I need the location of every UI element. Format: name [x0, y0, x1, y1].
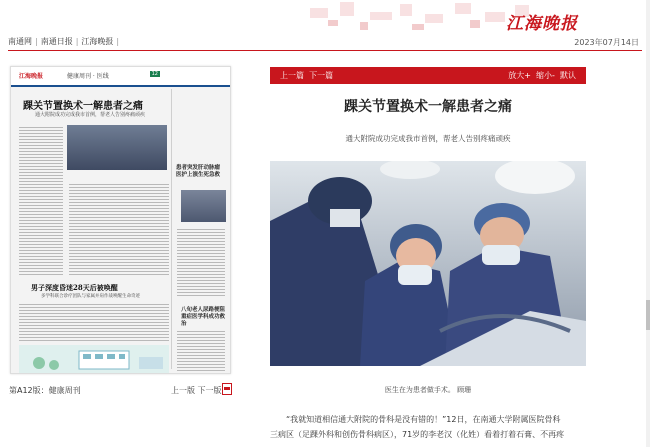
next-page-link[interactable]: 下一版: [197, 386, 222, 395]
newspaper-page-thumbnail[interactable]: [10, 66, 231, 374]
article-subtitle: 通大附院成功完成我市首例，帮老人告别疼痛顽疾: [345, 134, 511, 143]
paper-subhead: 通大附院成功完成我市首例，帮老人告别疼痛顽疾: [35, 112, 146, 118]
page-label: 第A12版：健康周刊: [9, 386, 81, 395]
paper-text-column: [177, 329, 225, 374]
nav-link-nantong-daily[interactable]: 南通日报: [40, 37, 73, 46]
paper-text-column: [177, 227, 225, 297]
nav-link-jianghai-evening[interactable]: 江海晚报: [81, 37, 114, 46]
paper-illustration: [19, 345, 169, 373]
paper-side-headline[interactable]: 患者突发肝动脉瘤 医护上演生死急救: [176, 165, 221, 178]
paper-side-headline-2[interactable]: 八旬老人尿路梗阻 重症医学科成功救治: [181, 307, 226, 327]
page-nav: [171, 385, 222, 396]
paper-logo: 江海晚报: [19, 73, 44, 80]
zoom-in-button[interactable]: 放大+: [508, 71, 531, 80]
article-toolbar: [270, 67, 586, 84]
paper-text-column: [19, 302, 169, 342]
article-photo: [270, 161, 586, 366]
prev-article-link[interactable]: 上一篇: [280, 71, 304, 80]
pdf-download-icon[interactable]: [222, 383, 232, 395]
prev-page-link[interactable]: 上一版: [171, 386, 195, 395]
top-nav: 南通网 | 南通日报 | 江海晚报 |: [8, 37, 120, 46]
article-body-line: 三病区（足踝外科和创伤骨科病区），71岁的李老汉（化姓）看着打着石膏、不再疼: [270, 430, 565, 439]
photo-caption: 医生在为患者做手术。 顾珊: [384, 386, 472, 394]
top-banner: [0, 0, 650, 36]
article-body-line: “我就知道相信通大附院的骨科是没有错的！”12日，在南通大学附属医院骨科: [286, 415, 561, 424]
paper-divider: [171, 89, 172, 369]
paper-page-number: 12: [151, 71, 158, 77]
paper-second-headline[interactable]: 男子深度昏迷28天后被唤醒: [31, 283, 118, 292]
zoom-out-button[interactable]: 缩小-: [536, 71, 555, 80]
reset-zoom-button[interactable]: 默认: [560, 71, 576, 80]
nav-link-nantong-net[interactable]: 南通网: [8, 37, 32, 46]
paper-section: 健康周刊 · 医线: [67, 73, 109, 80]
masthead-logo[interactable]: 江海晚报: [506, 14, 578, 34]
scrollbar-thumb[interactable]: [646, 300, 650, 330]
paper-text-column: [19, 125, 63, 275]
scrollbar-track[interactable]: [646, 0, 650, 447]
next-article-link[interactable]: 下一篇: [309, 71, 334, 80]
paper-second-subhead: 多学科联合诊疗团队与家属并肩作战唤醒生命奇迹: [41, 294, 140, 299]
issue-date: 2023年07月14日: [574, 38, 639, 47]
paper-photo: [67, 125, 167, 170]
paper-side-photo: [181, 190, 226, 222]
paper-text-column: [69, 182, 169, 277]
paper-header: [11, 67, 230, 87]
article-title: 踝关节置换术一解患者之痛: [344, 99, 512, 115]
paper-headline[interactable]: 踝关节置换术一解患者之痛: [23, 101, 143, 112]
header-divider: [8, 50, 642, 51]
